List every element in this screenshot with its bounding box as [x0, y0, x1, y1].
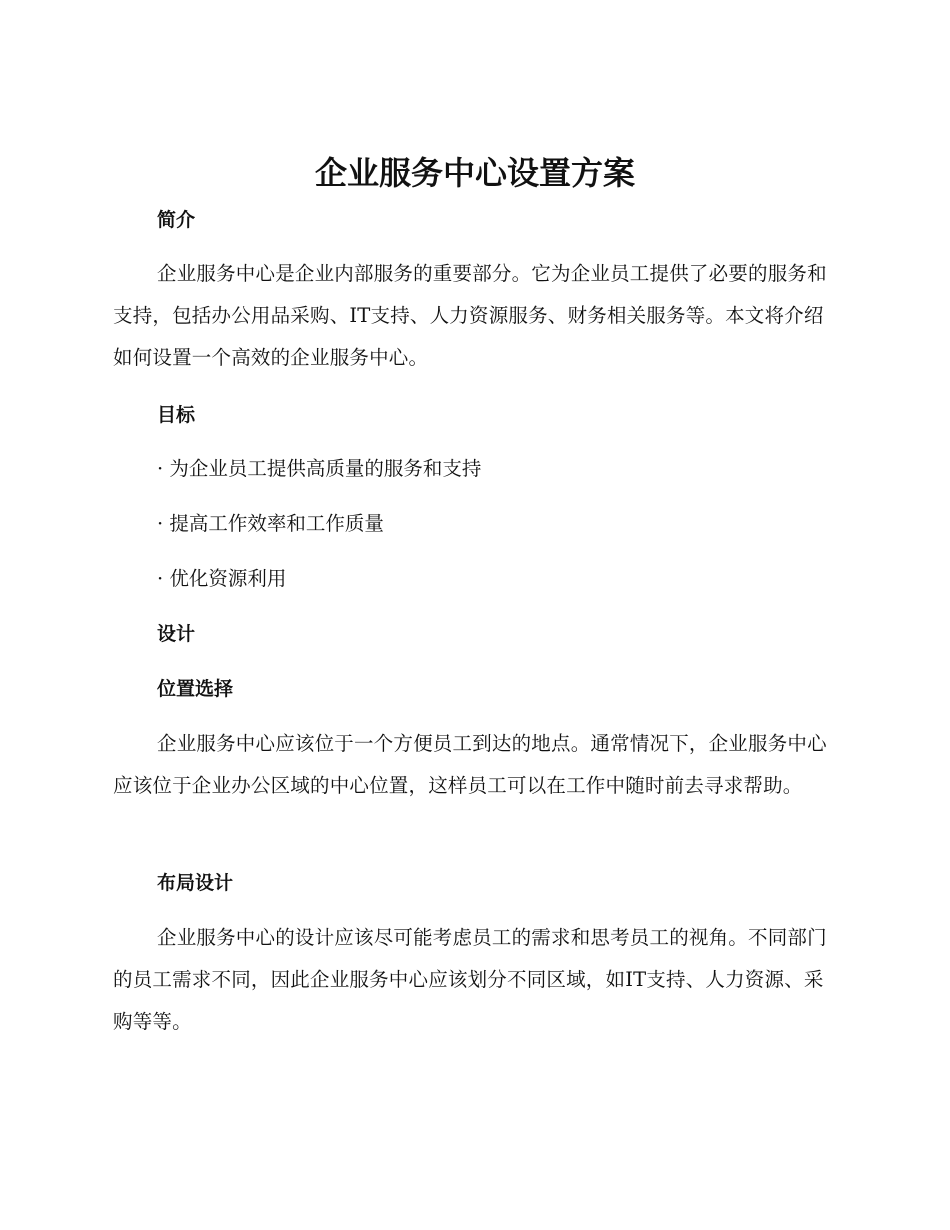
goal-item-2: · 提高工作效率和工作质量: [157, 512, 384, 535]
goal-item-1: · 为企业员工提供高质量的服务和支持: [157, 457, 482, 480]
paragraph-location: 企业服务中心应该位于一个方便员工到达的地点。通常情况下，企业服务中心应该位于企业办公区域的中心位置，这样员工可以在工作中随时前去寻求帮助。: [113, 732, 827, 797]
page-title: 企业服务中心设置方案: [314, 154, 635, 192]
heading-design: 设计: [157, 623, 196, 645]
goal-item-3: · 优化资源利用: [157, 567, 287, 590]
heading-location: 位置选择: [157, 678, 234, 700]
heading-goals: 目标: [157, 404, 196, 426]
paragraph-intro: 企业服务中心是企业内部服务的重要部分。它为企业员工提供了必要的服务和支持，包括办公用品采购、IT支持、人力资源服务、财务相关服务等。本文将介绍如何设置一个高效的企业服务中心。: [113, 262, 827, 369]
paragraph-layout: 企业服务中心的设计应该尽可能考虑员工的需求和思考员工的视角。不同部门的员工需求不同，因此企业服务中心应该划分不同区域，如IT支持、人力资源、采购等等。: [113, 926, 827, 1033]
heading-layout: 布局设计: [157, 872, 234, 894]
heading-intro: 简介: [157, 209, 196, 231]
